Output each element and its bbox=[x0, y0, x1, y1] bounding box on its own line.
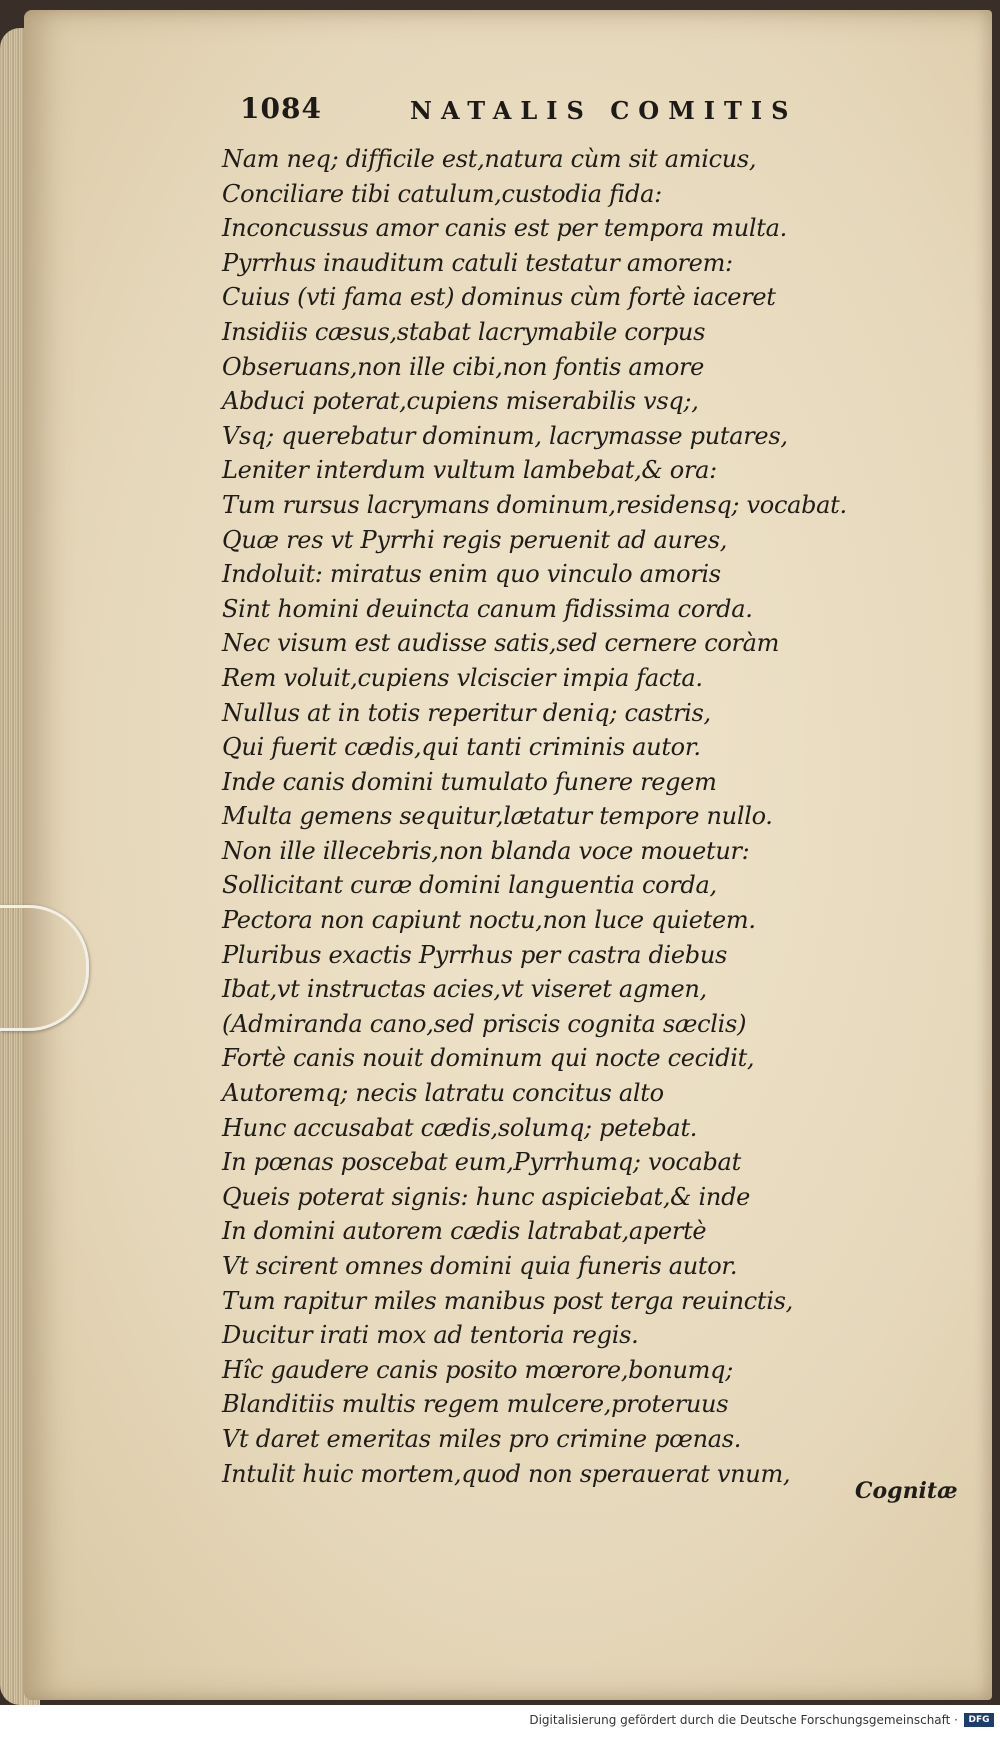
verse-line: Quæ res vt Pyrrhi regis peruenit ad aures, bbox=[222, 525, 728, 554]
verse-text bbox=[222, 142, 862, 1491]
verse-line: Fortè canis nouit dominum qui nocte cecidit, bbox=[222, 1044, 755, 1073]
verse-line: Multa gemens sequitur,lætatur tempore nullo. bbox=[222, 802, 773, 831]
verse-line: Cuius (vti fama est) dominus cùm fortè iaceret bbox=[222, 283, 776, 312]
verse-line: Blanditiis multis regem mulcere,proteruus bbox=[222, 1390, 729, 1419]
verse-line: Ducitur irati mox ad tentoria regis. bbox=[222, 1321, 639, 1350]
digitization-footer bbox=[0, 1705, 1000, 1737]
verse-line: Rem voluit,cupiens vlciscier impia facta. bbox=[222, 663, 703, 692]
funding-credit: Digitalisierung gefördert durch die Deutsche Forschungsgemeinschaft · bbox=[529, 1713, 958, 1727]
running-head: NATALIS COMITIS bbox=[410, 96, 798, 125]
verse-line: Obseruans,non ille cibi,non fontis amore bbox=[222, 352, 705, 381]
verse-line: Vt scirent omnes domini quia funeris autor. bbox=[222, 1252, 738, 1280]
verse-line: Hîc gaudere canis posito mœrore,bonumq; bbox=[222, 1355, 733, 1384]
verse-line: Inde canis domini tumulato funere regem bbox=[222, 767, 717, 796]
verse-line: Hunc accusabat cædis,solumq; petebat. bbox=[222, 1113, 698, 1142]
verse-line: Autoremq; necis latratu concitus alto bbox=[222, 1079, 664, 1108]
verse-line: Nam neq; difficile est,natura cùm sit amicus, bbox=[222, 145, 757, 173]
verse-line: Indoluit: miratus enim quo vinculo amoris bbox=[222, 560, 721, 589]
verse-line: Non ille illecebris,non blanda voce mouetur: bbox=[222, 836, 750, 865]
page-header bbox=[240, 92, 820, 132]
verse-line: Nullus at in totis reperitur deniq; castris, bbox=[222, 698, 711, 727]
verse-line: Queis poterat signis: hunc aspiciebat,& inde bbox=[222, 1182, 751, 1211]
verse-line: Tum rursus lacrymans dominum,residensq; vocabat. bbox=[222, 490, 847, 519]
verse-line: Inconcussus amor canis est per tempora multa. bbox=[222, 214, 787, 243]
verse-line: Vt daret emeritas miles pro crimine pœnas. bbox=[222, 1424, 742, 1453]
verse-line: Ibat,vt instructas acies,vt viseret agmen, bbox=[222, 975, 707, 1004]
verse-line: Leniter interdum vultum lambebat,& ora: bbox=[222, 456, 717, 485]
verse-line: Pectora non capiunt noctu,non luce quietem. bbox=[222, 906, 756, 935]
dfg-logo-icon: DFG bbox=[964, 1713, 994, 1727]
verse-line: Nec visum est audisse satis,sed cernere coràm bbox=[222, 629, 780, 658]
verse-line: Pyrrhus inauditum catuli testatur amorem: bbox=[222, 248, 733, 277]
verse-line: Tum rapitur miles manibus post terga reuinctis, bbox=[222, 1286, 793, 1315]
verse-line: Abduci poterat,cupiens miserabilis vsq;, bbox=[222, 387, 699, 416]
verse-line: Intulit huic mortem,quod non sperauerat vnum, bbox=[222, 1459, 791, 1488]
page-number: 1084 bbox=[240, 92, 322, 125]
verse-line: In domini autorem cædis latrabat,apertè bbox=[222, 1217, 707, 1246]
catchword: Cognitæ bbox=[855, 1478, 958, 1504]
verse-line: Vsq; querebatur dominum, lacrymasse putares, bbox=[222, 421, 788, 450]
verse-line: Sint homini deuincta canum fidissima corda. bbox=[222, 594, 753, 623]
verse-line: Conciliare tibi catulum,custodia fida: bbox=[222, 179, 662, 208]
verse-line: Sollicitant curæ domini languentia corda, bbox=[222, 871, 717, 900]
verse-line: In pœnas poscebat eum,Pyrrhumq; vocabat bbox=[222, 1148, 741, 1177]
verse-line: Pluribus exactis Pyrrhus per castra diebus bbox=[222, 940, 728, 969]
verse-line: (Admiranda cano,sed priscis cognita sæclis) bbox=[222, 1009, 747, 1038]
verse-line: Qui fuerit cædis,qui tanti criminis autor. bbox=[222, 733, 701, 762]
verse-line: Insidiis cæsus,stabat lacrymabile corpus bbox=[222, 317, 706, 346]
